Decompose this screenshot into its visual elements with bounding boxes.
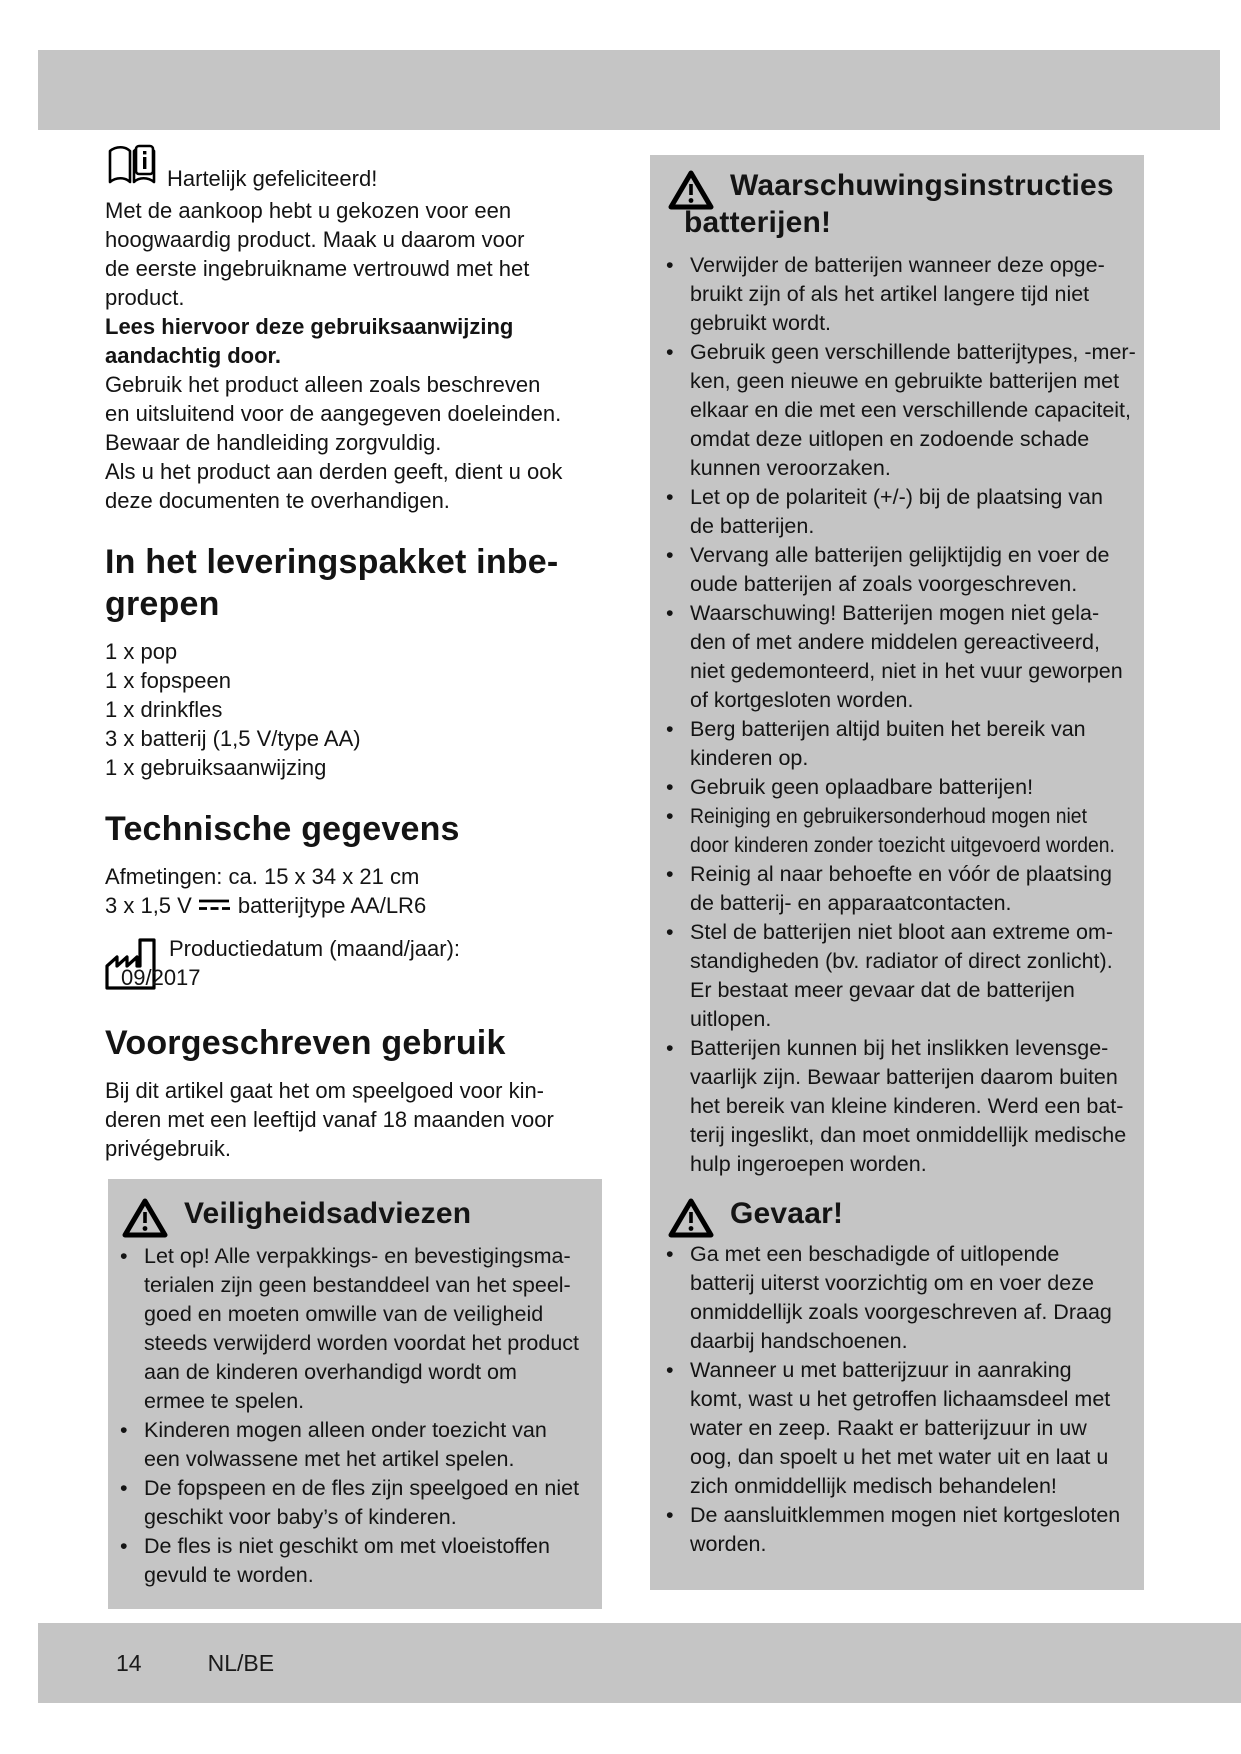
battery-spec-prefix: 3 x 1,5 V <box>105 893 192 918</box>
technical-dimensions: Afmetingen: ca. 15 x 34 x 21 cm <box>105 864 420 889</box>
battery-warning-title-text: Waarschuwingsinstructies batterijen! <box>684 169 1114 239</box>
danger-title <box>666 1195 1138 1232</box>
battery-warning-box <box>650 155 1144 1590</box>
battery-warning-bullet: • Let op de polariteit (+/-) bij de plaatsing van de batterijen. <box>666 485 1103 538</box>
intro-paragraph-2: Gebruik het product alleen zoals beschreven en uitsluitend voor de aangegeven doeleinden. Bewaar de handleiding zorgvuldig. Als u het product aan derden geeft, dient u ook deze documenten te overhandigen. <box>105 372 563 513</box>
production-date-value: 09/2017 <box>121 965 201 990</box>
production-date-label: Productiedatum (maand/jaar): <box>169 936 461 961</box>
safety-box-title <box>120 1195 596 1232</box>
battery-warning-bullet: • Stel de batterijen niet bloot aan extreme om- standigheden (bv. radiator of direct zonlicht). Er bestaat meer gevaar dat de batterijen uitlopen. <box>666 920 1114 1031</box>
list-item: 1 x drinkfles <box>105 697 223 722</box>
safety-bullet: • De fopspeen en de fles zijn speelgoed en niet geschikt voor baby’s of kinderen. <box>120 1476 580 1529</box>
battery-warning-bullet: • Gebruik geen verschillende batterijtypes, -mer- ken, geen nieuwe en gebruikte batterijen met elkaar en die met een verschillende capaciteit, omdat deze uitlopen en zodoende schade kunnen veroorzaken. <box>666 340 1136 480</box>
warning-triangle-icon <box>122 1197 168 1248</box>
danger-bullet: • Wanneer u met batterijzuur in aanraking komt, wast u het getroffen lichaamsdeel met water en zeep. Raakt er batterijzuur in uw oog, dan spoelt u het met water uit en laat u zich onmiddellijk medisch behandelen! <box>666 1358 1111 1498</box>
list-item: 1 x pop <box>105 639 178 664</box>
safety-box-title-text: Veiligheidsadviezen <box>184 1197 472 1230</box>
safety-advice-box <box>108 1179 602 1609</box>
battery-warning-title <box>666 167 1138 241</box>
manual-book-info-icon <box>105 143 159 192</box>
list-item: 1 x gebruiksaanwijzing <box>105 755 327 780</box>
safety-bullet: • Let op! Alle verpakkings- en bevestigingsma- terialen zijn geen bestanddeel van het speel- goed en moeten omwille van de veiligheid steeds verwijderd worden voordat het product aan de kinderen overhandigd wordt om ermee te spelen. <box>120 1244 580 1413</box>
section-title-intended-use: Voorgeschreven gebruik <box>105 1024 506 1062</box>
battery-warning-bullet: • Verwijder de batterijen wanneer deze opge- bruikt zijn of als het artikel langere tijd niet gebruikt wordt. <box>666 253 1105 335</box>
section-title-delivery: In het leveringspakket inbe- grepen <box>105 543 559 623</box>
footer-bar <box>38 1623 1241 1703</box>
greeting-text: Hartelijk gefeliciteerd! <box>167 166 378 191</box>
intro-bold-note: Lees hiervoor deze gebruiksaanwijzing aandachtig door. <box>105 314 514 368</box>
battery-warning-bullet: • Vervang alle batterijen gelijktijdig en voer de oude batterijen af zoals voorgeschreven. <box>666 543 1110 596</box>
list-item: 1 x fopspeen <box>105 668 231 693</box>
warning-triangle-icon <box>668 169 714 220</box>
section-title-technical: Technische gegevens <box>105 810 460 848</box>
list-item: 3 x batterij (1,5 V/type AA) <box>105 726 361 751</box>
battery-warning-bullet: • Reinig al naar behoefte en vóór de plaatsing de batterij- en apparaatcontacten. <box>666 862 1112 915</box>
safety-bullet: • Kinderen mogen alleen onder toezicht van een volwassene met het artikel spelen. <box>120 1418 547 1471</box>
safety-bullet: • De fles is niet geschikt om met vloeistoffen gevuld te worden. <box>120 1534 550 1587</box>
warning-triangle-icon <box>668 1197 714 1248</box>
production-date-block <box>105 934 605 996</box>
battery-warning-bullet: • Batterijen kunnen bij het inslikken levensge- vaarlijk zijn. Bewaar batterijen daarom buiten het bereik van kleine kinderen. Werd een bat- terij ingeslikt, dan moet onmiddellijk medische hulp ingeroepen worden. <box>666 1036 1127 1176</box>
direct-current-icon <box>196 891 232 920</box>
danger-bullet: • De aansluitklemmen mogen niet kortgesloten worden. <box>666 1503 1121 1556</box>
battery-warning-bullet: • Berg batterijen altijd buiten het bereik van kinderen op. <box>666 717 1086 770</box>
intro-paragraph-1: Met de aankoop hebt u gekozen voor een hoogwaardig product. Maak u daarom voor de eerste ingebruikname vertrouwd met het product. <box>105 198 530 310</box>
greeting-row <box>105 146 605 192</box>
language-region-label: NL/BE <box>207 1649 275 1676</box>
battery-warning-bullet: • Gebruik geen oplaadbare batterijen! <box>666 775 1034 799</box>
battery-warning-bullet: • Reiniging en gebruikersonderhoud mogen niet door kinderen zonder toezicht uitgevoerd worden. <box>666 804 1115 857</box>
page-number: 14 <box>116 1649 142 1676</box>
battery-spec-suffix: batterijtype AA/LR6 <box>237 893 427 918</box>
delivery-list <box>105 637 605 782</box>
danger-title-text: Gevaar! <box>730 1197 844 1230</box>
technical-battery-line <box>105 891 605 920</box>
intended-use-paragraph: Bij dit artikel gaat het om speelgoed voor kin- deren met een leeftijd vanaf 18 maanden voor privégebruik. <box>105 1078 554 1161</box>
left-column <box>105 146 605 1609</box>
right-column <box>650 155 1144 1590</box>
top-gray-bar <box>38 50 1220 130</box>
danger-bullet: • Ga met een beschadigde of uitlopende batterij uiterst voorzichtig om en voer deze onmiddellijk zoals voorgeschreven af. Draag daarbij handschoenen. <box>666 1242 1112 1353</box>
battery-warning-bullet: • Waarschuwing! Batterijen mogen niet gela- den of met andere middelen gereactiveerd, niet gedemonteerd, niet in het vuur geworpen of kortgesloten worden. <box>666 601 1123 712</box>
